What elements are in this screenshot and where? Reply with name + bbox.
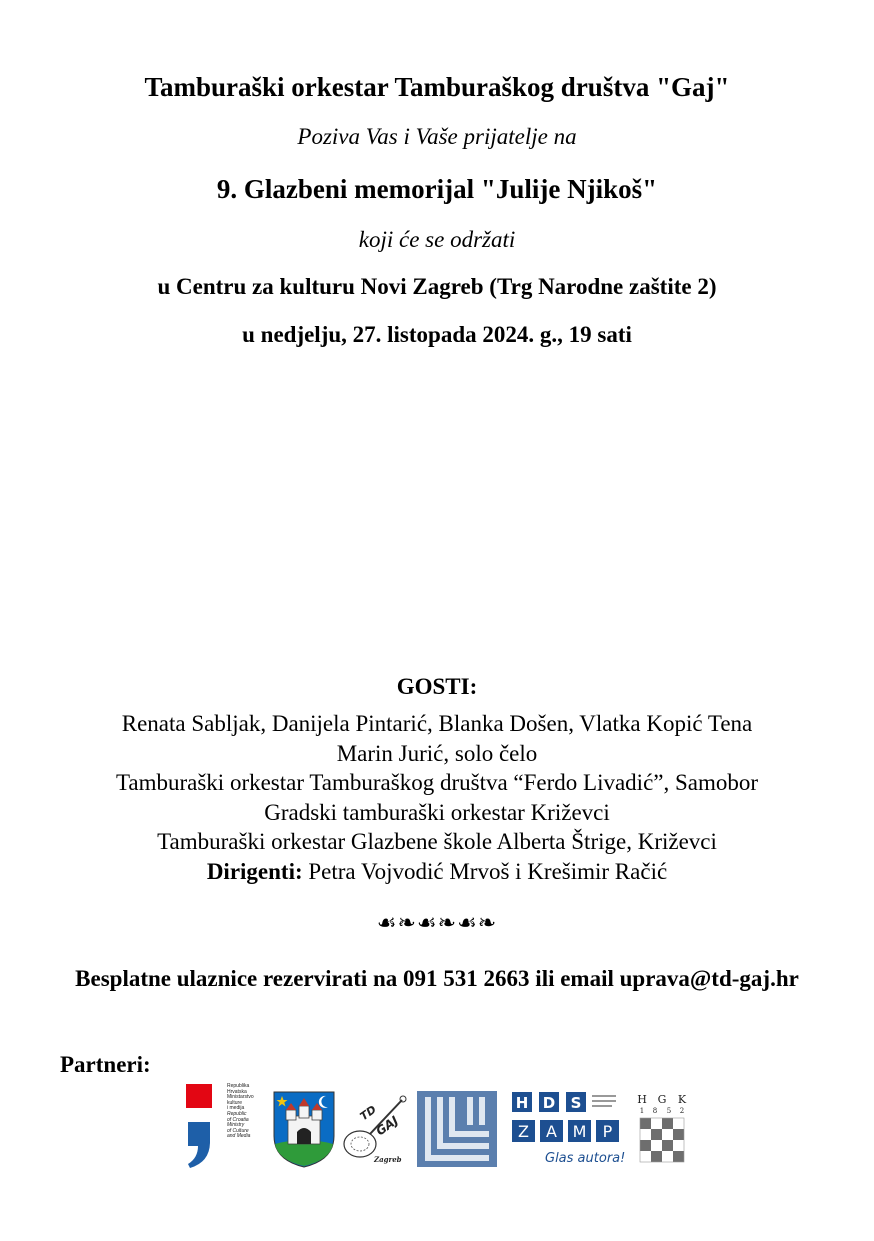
ministry-culture-logo xyxy=(184,1084,214,1168)
held-line: koji će se održati xyxy=(358,227,516,252)
conductors-names: Petra Vojvodić Mrvoš i Krešimir Račić xyxy=(302,858,668,884)
ministry-comma-shape xyxy=(188,1122,210,1168)
guest-line: Tamburaški orkestar Glazbene škole Alberta Štrige, Križevci xyxy=(157,829,717,854)
event-name: 9. Glazbeni memorijal "Julije Njikoš" xyxy=(216,174,658,204)
conductors-line xyxy=(0,857,874,887)
guest-line: Marin Jurić, solo čelo xyxy=(336,740,538,766)
zamp-letter: A xyxy=(546,1122,557,1141)
hds-letter: D xyxy=(542,1094,556,1112)
ministry-label: Republika Hrvatska Ministarstvo kulture i medija Republic of Croatia Ministry of Culture and Media xyxy=(227,1083,254,1140)
zamp-letter: M xyxy=(572,1122,587,1141)
ornament-divider: ☙❧☙❧☙❧ xyxy=(376,910,498,935)
invite-line: Poziva Vas i Vaše prijatelje na xyxy=(297,124,577,149)
hgk-year: 8 xyxy=(652,1107,658,1115)
hds-letter: H xyxy=(515,1094,529,1112)
zamp-letter: Z xyxy=(518,1122,529,1141)
gaj-mark: GAJ xyxy=(373,1113,401,1139)
td-gaj-city: Zagreb xyxy=(374,1155,402,1164)
guest-line: Tamburaški orkestar Tamburaškog društva “Ferdo Livadić”, Samobor xyxy=(115,770,759,795)
hgk-letter: K xyxy=(677,1093,687,1106)
hgk-logo xyxy=(636,1092,688,1168)
hds-letter: S xyxy=(570,1094,582,1112)
guests-heading: GOSTI: xyxy=(396,674,478,699)
ministry-red-square xyxy=(186,1084,212,1108)
venue-line: u Centru za kulturu Novi Zagreb (Trg Narodne zaštite 2) xyxy=(157,274,717,299)
hds-slogan: Glas autora! xyxy=(545,1151,626,1166)
conductors-label: Dirigenti: xyxy=(206,858,303,884)
tickets-info: Besplatne ulaznice rezervirati na 091 531 2663 ili email uprava@td-gaj.hr xyxy=(75,966,799,991)
td-mark: TD xyxy=(357,1102,379,1124)
hds-zamp-logo xyxy=(512,1092,632,1168)
hgk-year: 1 xyxy=(639,1107,645,1115)
hgk-year: 5 xyxy=(666,1107,672,1115)
hgk-checkerboard xyxy=(640,1118,684,1162)
date-line: u nedjelju, 27. listopada 2024. g., 19 sati xyxy=(242,322,632,347)
guest-line: Gradski tamburaški orkestar Križevci xyxy=(264,799,610,825)
td-gaj-logo xyxy=(340,1092,408,1166)
hgk-year: 2 xyxy=(679,1107,685,1115)
zagreb-coat-of-arms xyxy=(272,1090,336,1168)
orchestra-title: Tamburaški orkestar Tamburaškog društva "Gaj" xyxy=(144,72,730,102)
partners-heading: Partneri: xyxy=(60,1052,151,1077)
guest-line: Renata Sabljak, Danijela Pintarić, Blanka Došen, Vlatka Kopić Tena xyxy=(121,711,753,736)
guests-list xyxy=(0,709,874,886)
zamp-letter: P xyxy=(602,1122,613,1141)
hgk-letter: G xyxy=(657,1093,667,1106)
centre-culture-logo xyxy=(417,1091,497,1167)
hgk-letter: H xyxy=(637,1093,647,1106)
